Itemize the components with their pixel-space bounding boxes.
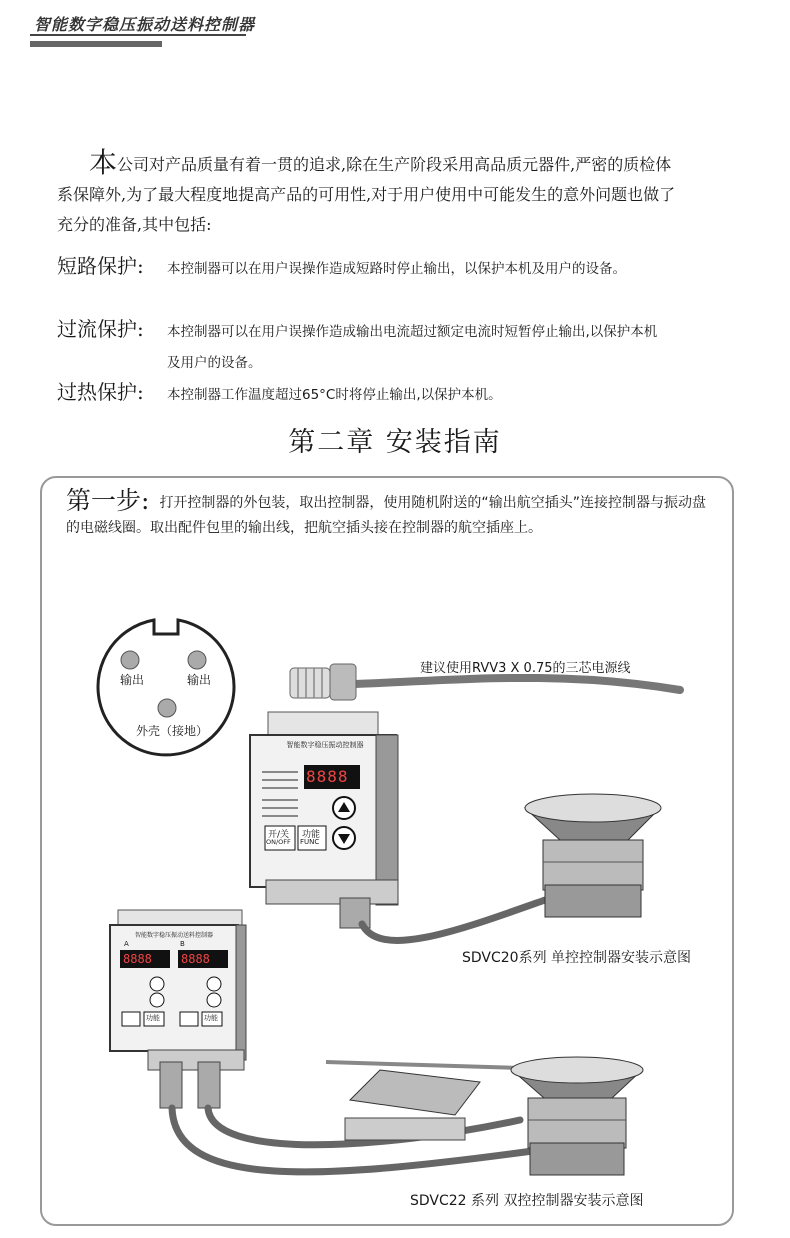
dual-func-b: 功能 — [204, 1014, 218, 1022]
single-power-sub: ON/OFF — [266, 838, 291, 846]
dual-display-a: 8888 — [123, 952, 152, 966]
protection-desc: 本控制器工作温度超过65°C时将停止输出,以保护本机。 — [167, 387, 502, 403]
header-title: 智能数字稳压振动送料控制器 — [34, 15, 256, 34]
step-text: 打开控制器的外包装，取出控制器，使用随机附送的“输出航空插头”连接控制器与振动盘的电磁线圈。取出配件包里的输出线，把航空插头接在控制器的航空插座上。 — [66, 495, 706, 536]
intro-drop-cap: 本 — [89, 146, 118, 179]
single-power-label: 开/关 — [268, 830, 290, 840]
output-cable-1 — [362, 900, 545, 940]
dual-func-a: 功能 — [146, 1014, 160, 1022]
cable-note: 建议使用RVV3 X 0.75的三芯电源线 — [420, 661, 631, 676]
protection-name: 短路保护: — [57, 254, 144, 278]
protection-name: 过流保护: — [57, 317, 144, 341]
pin1-label: 输出 — [120, 673, 145, 687]
vibratory-bowl-2 — [511, 1057, 643, 1175]
protection-desc: 本控制器可以在用户误操作造成短路时停止输出，以保护本机及用户的设备。 — [167, 261, 626, 277]
single-func-label: 功能 — [302, 830, 321, 840]
dual-channel-a: A — [124, 940, 129, 948]
dual-controller — [110, 910, 246, 1108]
pin2-label: 输出 — [187, 673, 212, 687]
single-display: 8888 — [306, 767, 349, 786]
vibratory-bowl-1 — [525, 794, 661, 917]
dual-display-b: 8888 — [181, 952, 210, 966]
single-func-sub: FUNC — [300, 838, 320, 846]
pin3-label: 外壳（接地） — [136, 724, 209, 738]
step-name: 第一步: — [66, 486, 150, 515]
chapter-title: 第二章 安装指南 — [288, 427, 502, 458]
protection-name: 过热保护: — [57, 380, 144, 404]
protection-desc: 本控制器可以在用户误操作造成输出电流超过额定电流时短暂停止输出,以保护本机及用户的设备。 — [167, 324, 658, 371]
dual-channel-b: B — [180, 940, 185, 948]
dual-panel-title: 智能数字稳压振动送料控制器 — [134, 932, 213, 939]
single-panel-title: 智能数字稳压振动控制器 — [286, 741, 364, 749]
intro-text: 公司对产品质量有着一贯的追求,除在生产阶段采用高品质元器件,严密的质检体系保障外,为了最大程度地提高产品的可用性,对于用户使用中可能发生的意外问题也做了充分的准备,其中包括: — [57, 155, 676, 234]
dual-caption: SDVC22 系列 双控控制器安装示意图 — [410, 1193, 644, 1209]
single-caption: SDVC20系列 单控控制器安装示意图 — [462, 950, 692, 966]
